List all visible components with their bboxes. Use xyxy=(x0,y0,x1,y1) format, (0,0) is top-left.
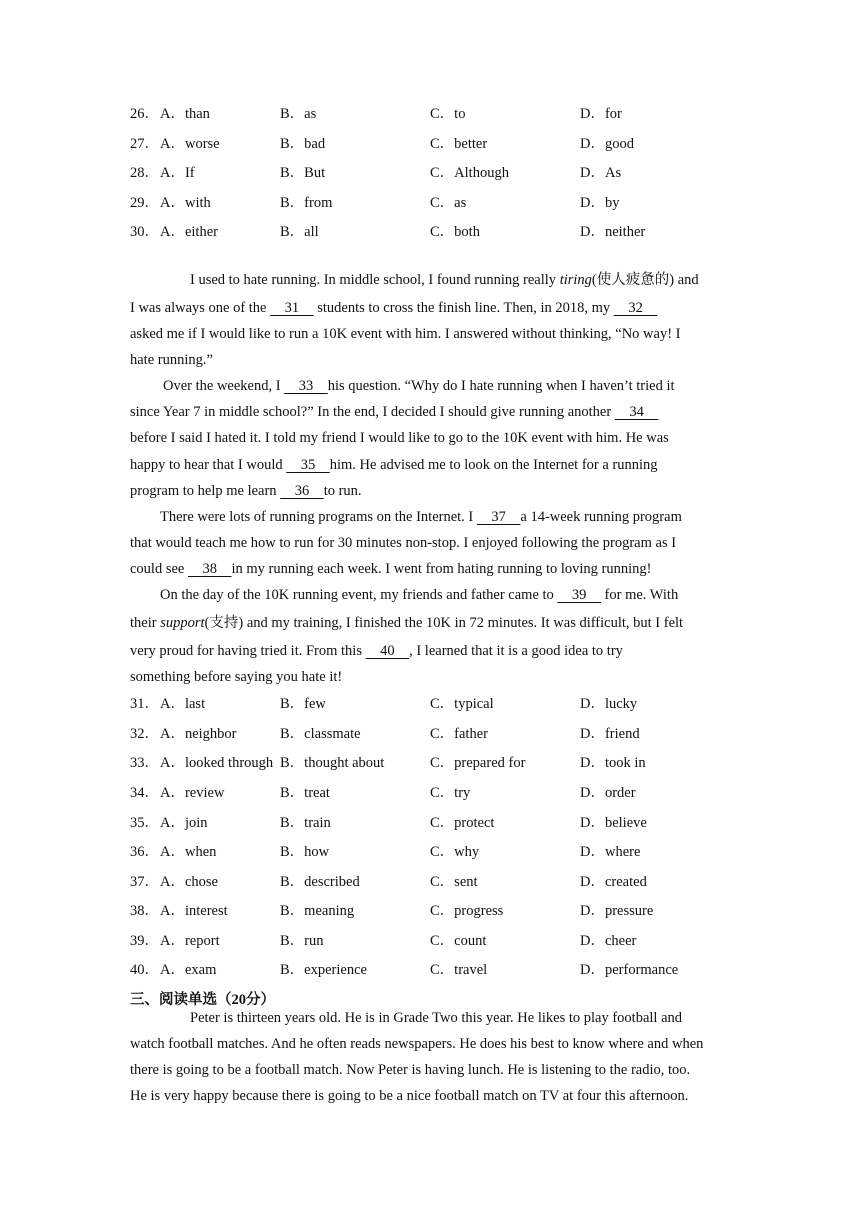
option-d: D．friend xyxy=(580,726,640,742)
passage-line xyxy=(130,613,683,633)
option-d: D．As xyxy=(580,165,622,181)
option-d: D．by xyxy=(580,195,620,211)
passage-italic-word: support xyxy=(160,615,205,631)
passage-line: before I said I hated it. I told my friend I would like to go to the 10K event with him. He was xyxy=(130,430,669,446)
option-c: C．why xyxy=(430,844,480,860)
question-number: 33． xyxy=(130,755,159,771)
option-c: C．better xyxy=(430,136,488,152)
option-c: C．prepared for xyxy=(430,755,526,771)
option-a: A．neighbor xyxy=(160,726,237,742)
option-b: B．bad xyxy=(280,136,326,152)
passage-text: for me. With xyxy=(600,587,679,603)
option-d: D．where xyxy=(580,844,641,860)
option-c: C．Although xyxy=(430,165,509,181)
question-number: 40． xyxy=(130,962,159,978)
passage-line: hate running.” xyxy=(130,352,213,368)
option-b: B．experience xyxy=(280,962,367,978)
option-c: C．father xyxy=(430,726,488,742)
passage-line xyxy=(130,481,362,501)
passage-text: since Year 7 in middle school?” In the end, I decided I should give running another xyxy=(130,404,615,420)
option-b: B．classmate xyxy=(280,726,361,742)
blank-40[interactable]: 40 xyxy=(365,643,410,659)
option-a: A．either xyxy=(160,224,218,240)
passage-text: students to cross the finish line. Then, in 2018, my xyxy=(313,300,614,316)
option-c: C．protect xyxy=(430,815,495,831)
passage-line: watch football matches. And he often reads newspapers. He does his best to know where and when xyxy=(130,1036,704,1052)
passage-line xyxy=(130,298,657,318)
section-title: 三、阅读单选（20分） xyxy=(130,992,275,1008)
blank-33[interactable]: 33 xyxy=(284,378,328,394)
option-b: B．train xyxy=(280,815,331,831)
passage-line: something before saying you hate it! xyxy=(130,669,343,685)
question-number: 38． xyxy=(130,903,159,919)
passage-line xyxy=(130,559,652,579)
option-c: C．progress xyxy=(430,903,504,919)
option-d: D．performance xyxy=(580,962,679,978)
option-a: A．exam xyxy=(160,962,217,978)
blank-35[interactable]: 35 xyxy=(286,457,330,473)
option-b: B．from xyxy=(280,195,333,211)
passage-line xyxy=(190,270,699,290)
passage-text: to run. xyxy=(323,483,362,499)
question-number: 27． xyxy=(130,136,159,152)
passage-line xyxy=(160,507,682,527)
option-b: B．But xyxy=(280,165,326,181)
option-a: A．join xyxy=(160,815,208,831)
question-number: 31． xyxy=(130,696,159,712)
passage-text: in my running each week. I went from hating running to loving running! xyxy=(231,561,652,577)
option-d: D．good xyxy=(580,136,634,152)
passage-text: (使人疲惫的) and xyxy=(591,272,699,288)
option-d: D．cheer xyxy=(580,933,637,949)
option-a: A．interest xyxy=(160,903,228,919)
option-d: D．order xyxy=(580,785,636,801)
option-b: B．described xyxy=(280,874,360,890)
passage-text: a 14-week running program xyxy=(520,509,682,525)
question-number: 32． xyxy=(130,726,159,742)
passage-text: program to help me learn xyxy=(130,483,281,499)
option-c: C．travel xyxy=(430,962,488,978)
passage-text: him. He advised me to look on the Internet for a running xyxy=(329,457,658,473)
question-number: 29． xyxy=(130,195,159,211)
passage-line: that would teach me how to run for 30 minutes non-stop. I enjoyed following the program as I xyxy=(130,535,677,551)
question-number: 26． xyxy=(130,106,159,122)
option-a: A．report xyxy=(160,933,220,949)
passage-text: I was always one of the xyxy=(130,300,271,316)
option-c: C．to xyxy=(430,106,466,122)
option-c: C．count xyxy=(430,933,487,949)
question-number: 39． xyxy=(130,933,159,949)
option-a: A．when xyxy=(160,844,217,860)
question-number: 36． xyxy=(130,844,159,860)
option-d: D．for xyxy=(580,106,622,122)
option-d: D．neither xyxy=(580,224,646,240)
passage-italic-word: tiring xyxy=(559,272,592,288)
option-d: D．believe xyxy=(580,815,647,831)
option-a: A．looked through xyxy=(160,755,274,771)
passage-line xyxy=(130,641,623,661)
question-number: 35． xyxy=(130,815,159,831)
option-a: A．worse xyxy=(160,136,220,152)
blank-39[interactable]: 39 xyxy=(557,587,601,603)
option-c: C．both xyxy=(430,224,480,240)
option-b: B．thought about xyxy=(280,755,385,771)
passage-text: There were lots of running programs on the Internet. I xyxy=(160,509,477,525)
option-a: A．with xyxy=(160,195,211,211)
blank-38[interactable]: 38 xyxy=(187,561,232,577)
option-b: B．few xyxy=(280,696,326,712)
question-number: 30． xyxy=(130,224,159,240)
blank-32[interactable]: 32 xyxy=(613,300,658,316)
option-c: C．typical xyxy=(430,696,494,712)
passage-line: there is going to be a football match. Now Peter is having lunch. He is listening to the radio, too. xyxy=(130,1062,691,1078)
option-d: D．took in xyxy=(580,755,646,771)
option-a: A．If xyxy=(160,165,195,181)
option-b: B．run xyxy=(280,933,324,949)
option-b: B．all xyxy=(280,224,319,240)
passage-line: He is very happy because there is going to be a nice football match on TV at four this afternoon. xyxy=(130,1088,689,1104)
passage-line xyxy=(130,402,658,422)
option-a: A．last xyxy=(160,696,206,712)
option-d: D．created xyxy=(580,874,647,890)
passage-text: very proud for having tried it. From this xyxy=(130,643,366,659)
option-c: C．try xyxy=(430,785,471,801)
blank-34[interactable]: 34 xyxy=(614,404,659,420)
passage-text: their xyxy=(130,615,161,631)
option-b: B．meaning xyxy=(280,903,355,919)
blank-31[interactable]: 31 xyxy=(270,300,314,316)
passage-line: Peter is thirteen years old. He is in Grade Two this year. He likes to play football and xyxy=(190,1010,683,1026)
option-d: D．pressure xyxy=(580,903,654,919)
option-b: B．as xyxy=(280,106,317,122)
option-a: A．review xyxy=(160,785,225,801)
blank-36[interactable]: 36 xyxy=(280,483,324,499)
option-c: C．sent xyxy=(430,874,478,890)
passage-line: asked me if I would like to run a 10K event with him. I answered without thinking, “No way! I xyxy=(130,326,681,342)
passage-text: his question. “Why do I hate running when I haven’t tried it xyxy=(327,378,675,394)
passage-line xyxy=(160,585,678,605)
passage-text: could see xyxy=(130,561,188,577)
passage-line xyxy=(130,455,658,475)
option-c: C．as xyxy=(430,195,467,211)
option-d: D．lucky xyxy=(580,696,638,712)
passage-text: (支持) and my training, I finished the 10K in 72 minutes. It was difficult, but I felt xyxy=(204,615,684,631)
passage-text: , I learned that it is a good idea to try xyxy=(409,643,623,659)
option-b: B．how xyxy=(280,844,330,860)
blank-37[interactable]: 37 xyxy=(476,509,521,525)
option-a: A．chose xyxy=(160,874,218,890)
passage-text: happy to hear that I would xyxy=(130,457,287,473)
passage-text: I used to hate running. In middle school, I found running really xyxy=(190,272,560,288)
question-number: 34． xyxy=(130,785,159,801)
option-b: B．treat xyxy=(280,785,330,801)
passage-line xyxy=(163,376,675,396)
question-number: 37． xyxy=(130,874,159,890)
question-number: 28． xyxy=(130,165,159,181)
passage-text: Over the weekend, I xyxy=(163,378,285,394)
option-a: A．than xyxy=(160,106,210,122)
passage-text: On the day of the 10K running event, my friends and father came to xyxy=(160,587,558,603)
